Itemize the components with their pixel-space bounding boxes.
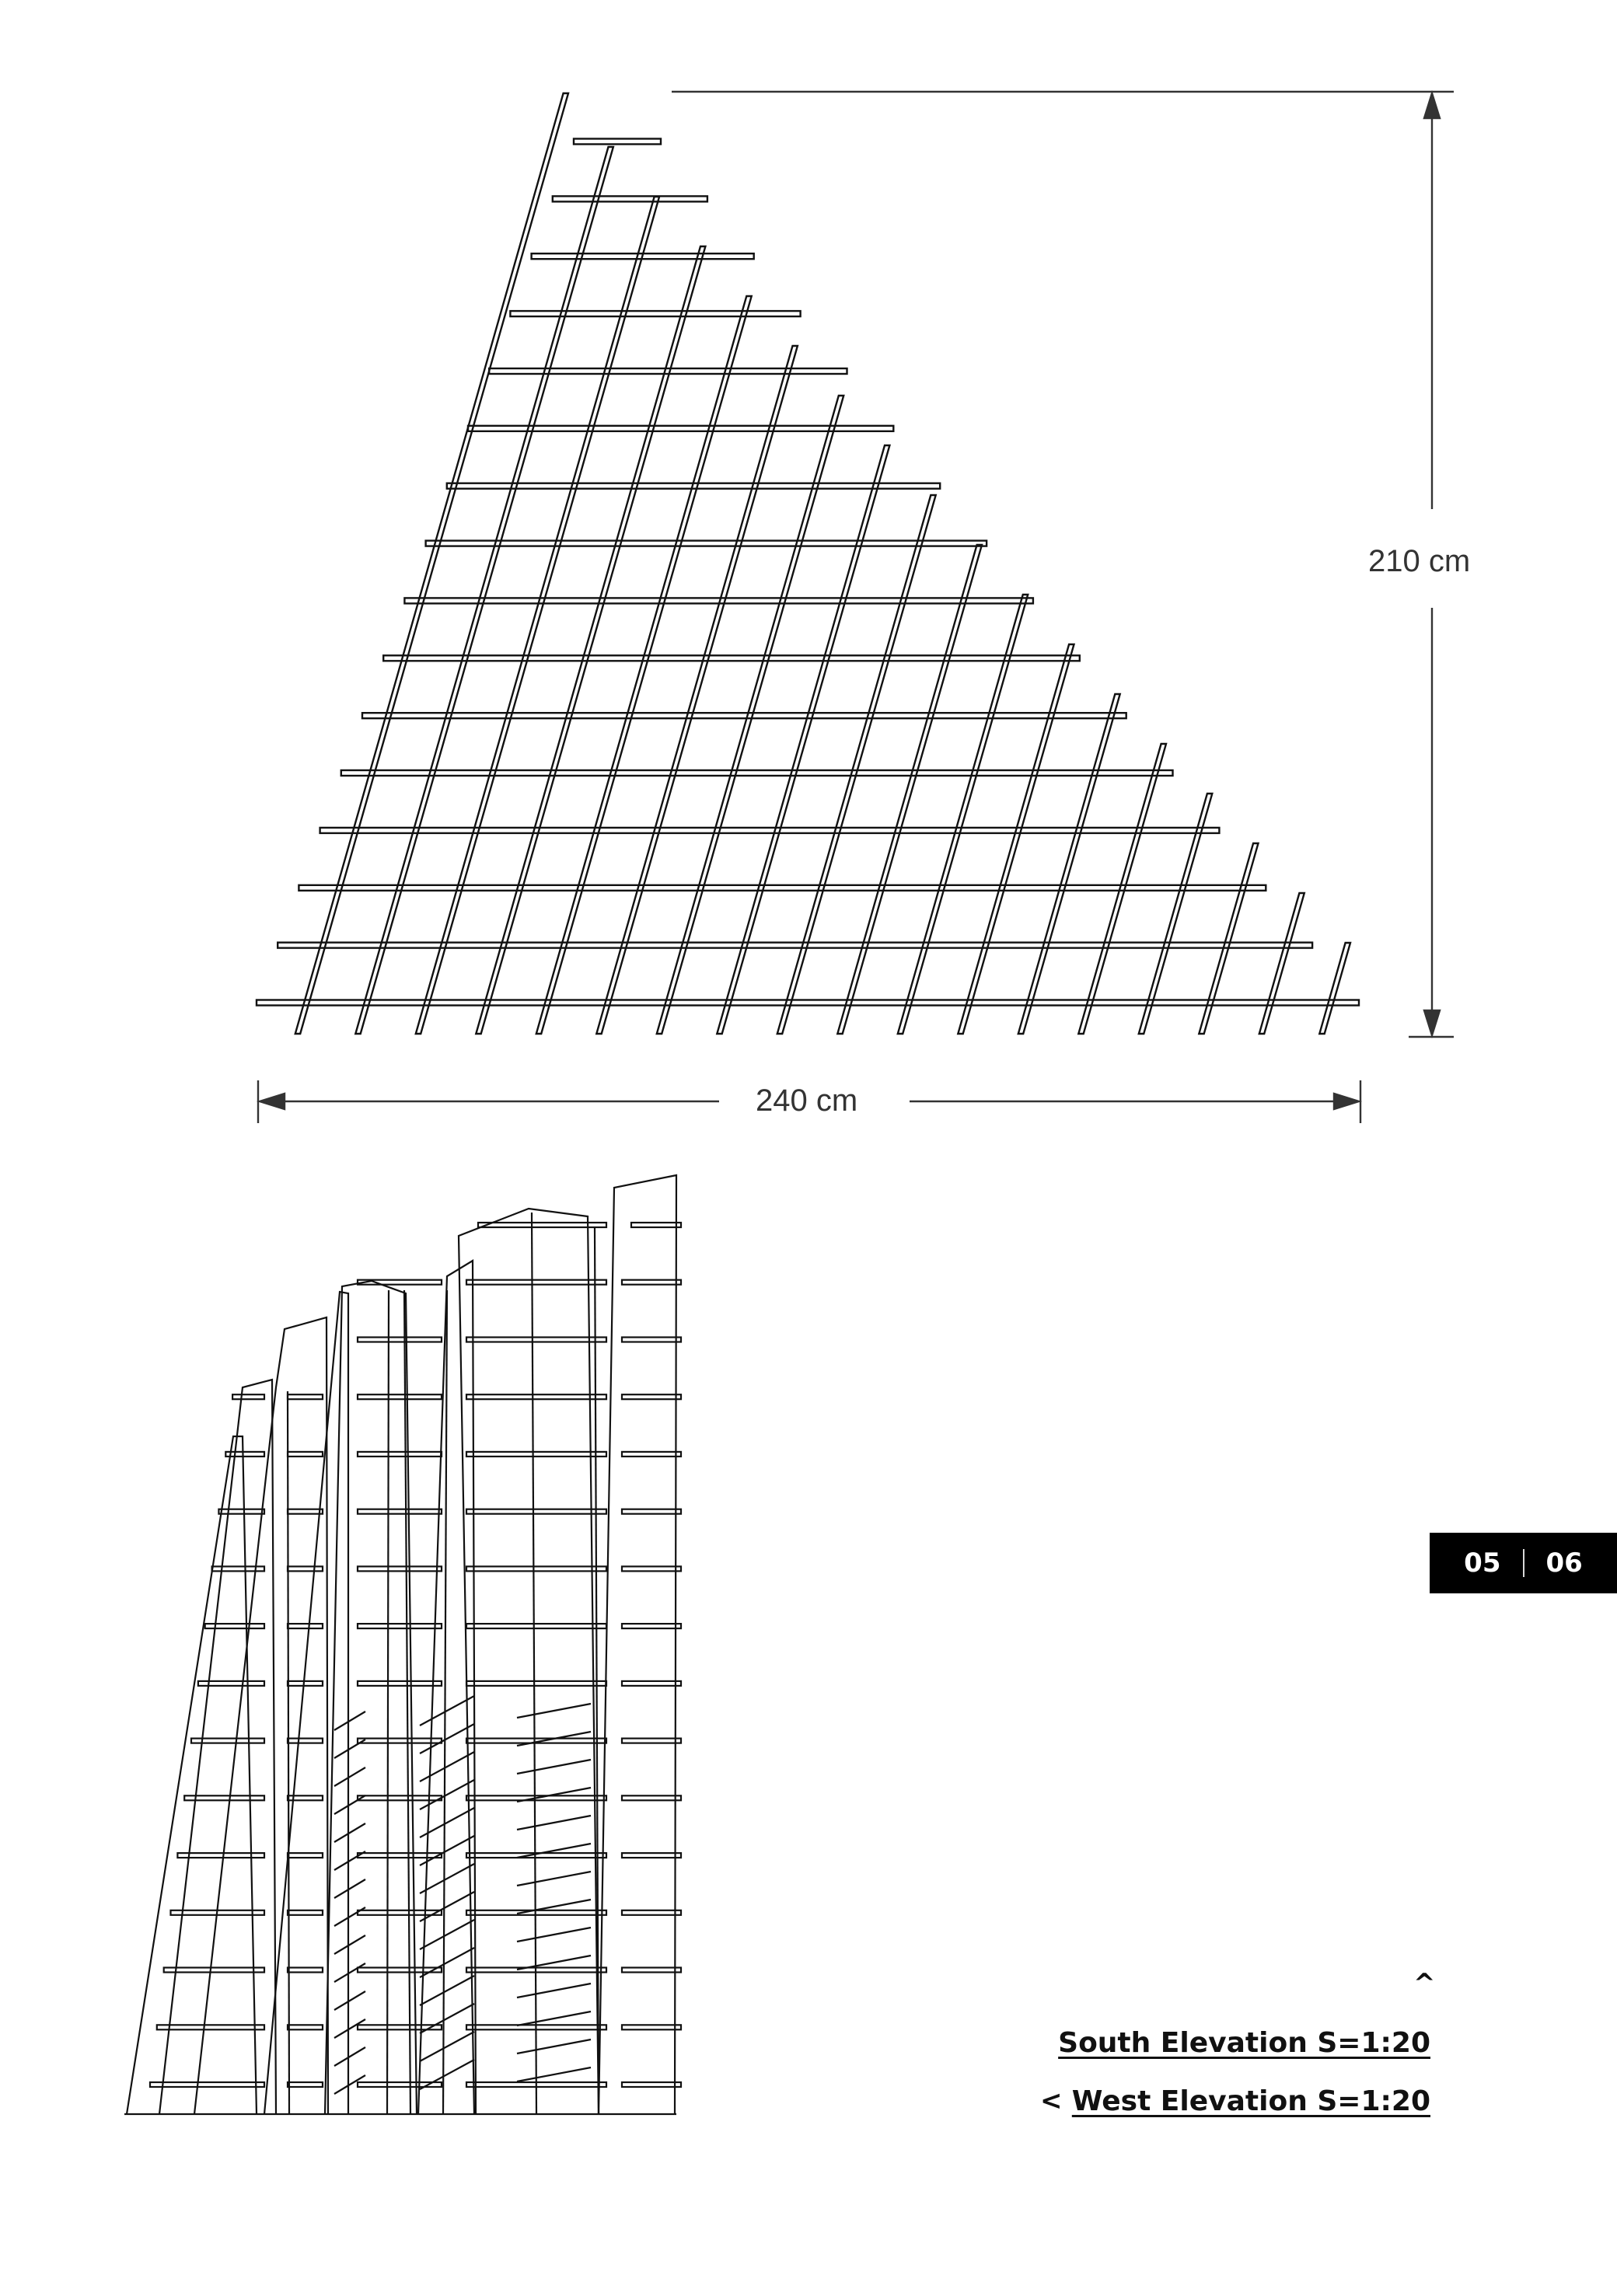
west-horizontal-slat: [358, 1280, 442, 1285]
west-horizontal-slat: [622, 1739, 681, 1743]
west-horizontal-slat: [466, 1566, 606, 1571]
west-horizontal-slat: [622, 1566, 681, 1571]
slanted-slat: [1078, 744, 1166, 1034]
west-horizontal-slat: [466, 1509, 606, 1514]
west-horizontal-slat: [225, 1452, 264, 1457]
slanted-slat: [1018, 694, 1120, 1034]
west-horizontal-slat: [622, 1968, 681, 1973]
width-dimension-label: 240 cm: [756, 1083, 858, 1118]
west-horizontal-slat: [205, 1624, 264, 1628]
slanted-slat: [837, 545, 982, 1034]
west-horizontal-slat: [150, 2082, 264, 2087]
slanted-slat: [958, 644, 1074, 1034]
west-horizontal-slat: [622, 1853, 681, 1858]
west-horizontal-slat: [358, 1739, 442, 1743]
page-separator: [1523, 1549, 1524, 1577]
slanted-slat: [476, 246, 705, 1034]
west-horizontal-slat: [157, 2025, 264, 2029]
west-hatch-line: [420, 1920, 474, 1949]
horizontal-slat: [278, 943, 1312, 948]
west-horizontal-slat: [622, 1681, 681, 1686]
west-hatch-line: [517, 1760, 591, 1774]
west-horizontal-slat: [622, 2025, 681, 2029]
west-hatch-line: [517, 2012, 591, 2026]
west-panel-outline: [159, 1380, 276, 2114]
west-horizontal-slat: [358, 1338, 442, 1342]
west-horizontal-slat: [358, 1566, 442, 1571]
west-panel-outline: [599, 1175, 676, 2114]
west-hatch-line: [517, 1704, 591, 1718]
west-horizontal-slat: [164, 1968, 264, 1973]
west-hatch-line: [420, 1976, 474, 2005]
west-hatch-line: [334, 1739, 365, 1758]
west-horizontal-slat: [288, 2082, 323, 2087]
west-horizontal-slat: [466, 1681, 606, 1686]
west-horizontal-slat: [622, 1452, 681, 1457]
west-horizontal-slat: [288, 2025, 323, 2029]
west-elevation-caption: West Elevation S=1:20: [1071, 2085, 1430, 2117]
west-hatch-line: [334, 2019, 365, 2038]
west-horizontal-slat: [466, 1624, 606, 1628]
west-horizontal-slat: [466, 1338, 606, 1342]
west-horizontal-slat: [232, 1394, 264, 1399]
west-horizontal-slat: [288, 1452, 323, 1457]
west-horizontal-slat: [288, 1566, 323, 1571]
west-hatch-line: [517, 1928, 591, 1942]
west-horizontal-slat: [622, 1280, 681, 1285]
west-horizontal-slat: [466, 1910, 606, 1915]
west-hatch-line: [334, 1991, 365, 2010]
west-hatch-line: [517, 1844, 591, 1858]
slanted-slat: [596, 346, 798, 1034]
west-hatch-line: [517, 1900, 591, 1914]
caret-up-icon: ^: [1413, 1968, 1436, 1999]
west-hatch-line: [334, 2047, 365, 2066]
west-horizontal-slat: [358, 1452, 442, 1457]
horizontal-slat: [383, 655, 1080, 661]
west-hatch-line: [517, 1872, 591, 1886]
horizontal-slat: [510, 311, 800, 316]
west-hatch-line: [334, 1879, 365, 1898]
west-hatch-line: [334, 1767, 365, 1786]
west-hatch-line: [334, 1795, 365, 1814]
west-horizontal-slat: [622, 1394, 681, 1399]
west-hatch-line: [334, 1907, 365, 1926]
west-horizontal-slat: [288, 1681, 323, 1686]
west-horizontal-slat: [288, 1910, 323, 1915]
caret-left-icon: <: [1040, 2085, 1063, 2116]
west-elevation-drawing: [124, 1175, 681, 2114]
current-page-number: 05: [1464, 1548, 1501, 1579]
horizontal-slat: [553, 196, 707, 201]
west-horizontal-slat: [466, 1394, 606, 1399]
west-horizontal-slat: [622, 2082, 681, 2087]
arrowhead-icon: [260, 1094, 285, 1109]
west-hatch-line: [517, 1816, 591, 1830]
horizontal-slat: [320, 828, 1220, 833]
horizontal-slat: [362, 713, 1126, 718]
arrowhead-icon: [1334, 1094, 1359, 1109]
west-horizontal-slat: [622, 1910, 681, 1915]
west-horizontal-slat: [358, 1910, 442, 1915]
slanted-slat: [1319, 943, 1350, 1034]
south-elevation-caption: South Elevation S=1:20: [1058, 2027, 1430, 2059]
west-horizontal-slat: [358, 1394, 442, 1399]
west-horizontal-slat: [218, 1509, 264, 1514]
slanted-slat: [536, 296, 752, 1034]
horizontal-slat: [426, 541, 987, 546]
slanted-slat: [1259, 893, 1304, 1034]
west-horizontal-slat: [466, 1452, 606, 1457]
west-hatch-line: [517, 2040, 591, 2053]
horizontal-slat: [257, 1000, 1359, 1006]
horizontal-slat: [574, 139, 661, 145]
west-strut-line: [288, 1391, 289, 2114]
height-dimension-label: 210 cm: [1368, 544, 1471, 578]
west-panel-outline: [264, 1292, 348, 2114]
horizontal-slat: [341, 770, 1173, 776]
horizontal-slat: [489, 368, 847, 374]
west-horizontal-slat: [288, 1968, 323, 1973]
total-page-number: 06: [1545, 1548, 1583, 1579]
west-horizontal-slat: [358, 1681, 442, 1686]
west-panel-outline: [127, 1436, 257, 2114]
west-horizontal-slat: [622, 1509, 681, 1514]
west-horizontal-slat: [466, 1280, 606, 1285]
west-hatch-line: [420, 1780, 474, 1809]
west-hatch-line: [420, 1892, 474, 1921]
west-hatch-line: [420, 2032, 474, 2061]
west-panel-outline: [194, 1317, 328, 2114]
slanted-slat: [295, 93, 568, 1034]
west-panel-outline: [325, 1281, 417, 2114]
slanted-slat: [416, 197, 659, 1034]
west-hatch-line: [334, 1851, 365, 1870]
west-hatch-line: [334, 1823, 365, 1842]
west-horizontal-slat: [358, 1624, 442, 1628]
west-horizontal-slat: [288, 1739, 323, 1743]
west-horizontal-slat: [622, 1338, 681, 1342]
west-horizontal-slat: [631, 1223, 681, 1227]
west-strut-line: [532, 1213, 536, 2114]
page-indicator: [1430, 1533, 1617, 1593]
slanted-slat: [1139, 794, 1213, 1034]
arrowhead-icon: [1424, 93, 1440, 118]
west-hatch-line: [334, 1935, 365, 1954]
arrowhead-icon: [1424, 1010, 1440, 1035]
west-panel-outline: [459, 1209, 599, 2114]
west-horizontal-slat: [288, 1394, 323, 1399]
slanted-slat: [777, 495, 936, 1034]
west-hatch-line: [420, 1752, 474, 1781]
west-horizontal-slat: [288, 1853, 323, 1858]
west-hatch-line: [517, 2067, 591, 2081]
west-horizontal-slat: [358, 1853, 442, 1858]
west-hatch-line: [420, 1696, 474, 1725]
west-horizontal-slat: [622, 1624, 681, 1628]
south-elevation-drawing: [257, 93, 1359, 1034]
west-hatch-line: [420, 1864, 474, 1893]
west-horizontal-slat: [622, 1795, 681, 1800]
west-hatch-line: [334, 1712, 365, 1730]
west-hatch-line: [334, 2075, 365, 2094]
west-horizontal-slat: [288, 1624, 323, 1628]
west-horizontal-slat: [288, 1509, 323, 1514]
west-hatch-line: [517, 1984, 591, 1998]
west-strut-line: [387, 1290, 389, 2114]
west-horizontal-slat: [358, 1509, 442, 1514]
